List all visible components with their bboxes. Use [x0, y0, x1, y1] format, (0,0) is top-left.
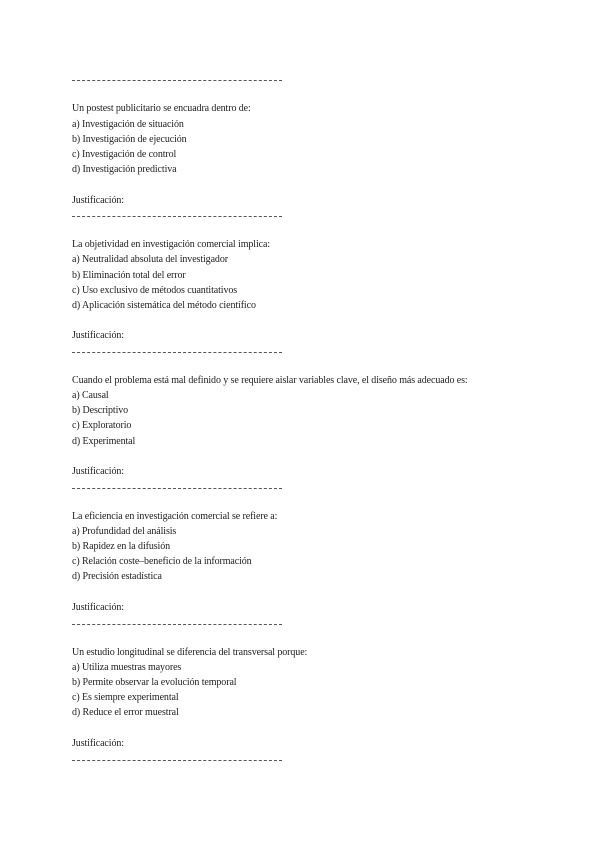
separator-line [72, 488, 282, 492]
question-4-justification-label: Justificación: [72, 602, 124, 613]
question-5-prompt: Un estudio longitudinal se diferencia del transversal porque: [72, 647, 308, 658]
question-1-option-a: a) Investigación de situación [72, 119, 184, 130]
question-2-prompt: La objetividad en investigación comercial implica: [72, 239, 270, 250]
question-1-prompt: Un postest publicitario se encuadra dentro de: [72, 103, 251, 114]
separator-line [72, 216, 282, 220]
question-4-option-d: d) Precisión estadística [72, 571, 162, 582]
question-5-option-c: c) Es siempre experimental [72, 692, 179, 703]
question-4-option-c: c) Relación coste–beneficio de la información [72, 556, 252, 567]
question-3-prompt: Cuando el problema está mal definido y se requiere aislar variables clave, el diseño más adecuado es: [72, 375, 468, 386]
question-2-justification-label: Justificación: [72, 330, 124, 341]
question-3-option-d: d) Experimental [72, 436, 136, 447]
question-4-prompt: La eficiencia en investigación comercial se refiere a: [72, 511, 278, 522]
question-2-option-a: a) Neutralidad absoluta del investigador [72, 254, 228, 265]
separator-line [72, 760, 282, 764]
question-1-option-d: d) Investigación predictiva [72, 164, 177, 175]
question-3-option-a: a) Causal [72, 390, 109, 401]
question-3-option-c: c) Exploratorio [72, 420, 132, 431]
question-5-option-a: a) Utiliza muestras mayores [72, 662, 182, 673]
question-3-option-b: b) Descriptivo [72, 405, 129, 416]
separator-line [72, 352, 282, 356]
question-4-option-b: b) Rapidez en la difusión [72, 541, 171, 552]
question-1-option-c: c) Investigación de control [72, 149, 177, 160]
question-1-option-b: b) Investigación de ejecución [72, 134, 187, 145]
separator-line [72, 80, 282, 84]
question-2-option-b: b) Eliminación total del error [72, 270, 186, 281]
question-3-justification-label: Justificación: [72, 466, 124, 477]
question-2-option-c: c) Uso exclusivo de métodos cuantitativos [72, 285, 238, 296]
question-5-option-b: b) Permite observar la evolución temporal [72, 677, 237, 688]
question-5-option-d: d) Reduce el error muestral [72, 707, 179, 718]
question-1-justification-label: Justificación: [72, 195, 124, 206]
separator-line [72, 624, 282, 628]
question-5-justification-label: Justificación: [72, 738, 124, 749]
question-4-option-a: a) Profundidad del análisis [72, 526, 177, 537]
question-2-option-d: d) Aplicación sistemática del método científico [72, 300, 256, 311]
